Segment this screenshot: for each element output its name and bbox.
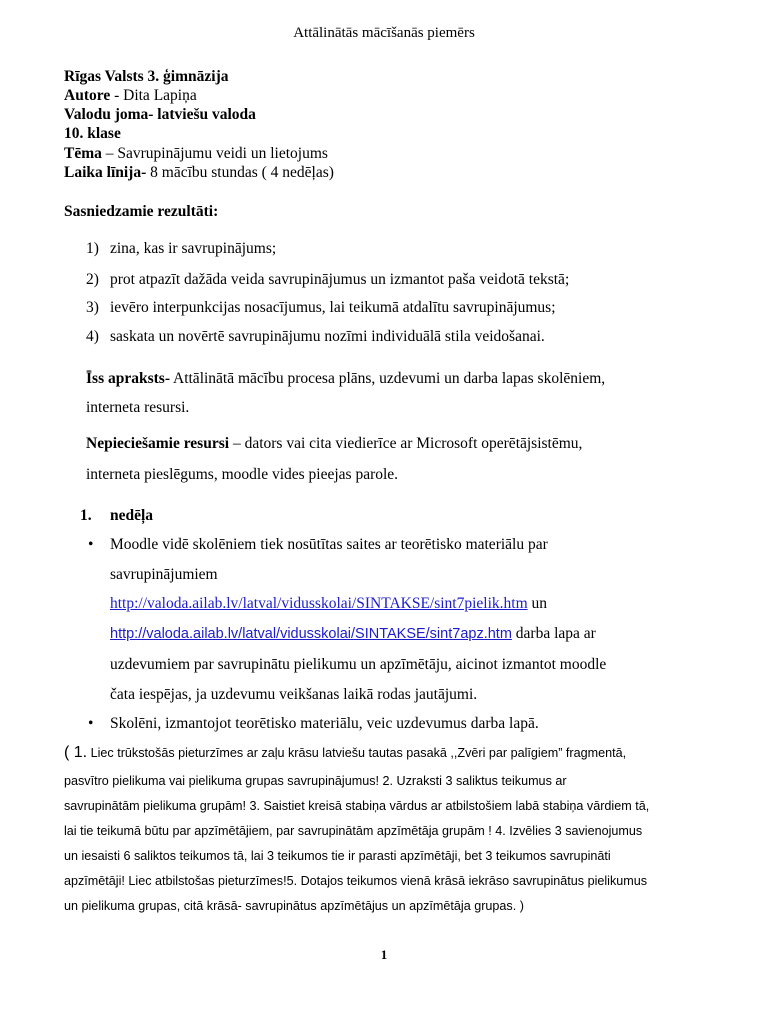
tasks-open: ( 1. bbox=[64, 744, 88, 761]
bullet1-line-6: čata iespējas, ja uzdevumu veikšanas laikā rodas jautājumi. bbox=[110, 686, 478, 703]
tasks-line-4: lai tie teikumā būtu par apzīmētājiem, par savrupinātām apzīmētāja grupām ! 4. Izvēlies 3 savienojumus bbox=[64, 824, 643, 838]
result-item: 1) zina, kas ir savrupinājums; bbox=[86, 240, 277, 257]
topic-line bbox=[64, 144, 328, 164]
timeline-line bbox=[64, 163, 334, 183]
grade: 10. klase bbox=[64, 125, 121, 142]
result-item: 3) ievēro interpunkcijas nosacījumus, lai teikumā atdalītu savrupinājumus; bbox=[86, 299, 556, 316]
bullet-icon: • bbox=[88, 715, 94, 732]
tasks-line-5: un iesaisti 6 saliktos teikumos tā, lai 3 teikumos tie ir parasti apzīmētāji, bet 3 teikumos savrupināti bbox=[64, 849, 611, 863]
theory-link-2[interactable]: http://valoda.ailab.lv/latval/vidusskolai/SINTAKSE/sint7apz.htm bbox=[110, 626, 512, 642]
result-item: 2) prot atpazīt dažāda veida savrupinājumus un izmantot paša veidotā tekstā; bbox=[86, 271, 570, 288]
bullet1-line-1: Moodle vidē skolēniem tiek nosūtītas saites ar teorētisko materiālu par bbox=[110, 536, 548, 553]
topic-label: Tēma bbox=[64, 145, 102, 162]
topic-value: – Savrupinājumu veidi un lietojums bbox=[101, 145, 328, 162]
results-heading: Sasniedzamie rezultāti: bbox=[64, 203, 219, 220]
subject-field: Valodu joma- latviešu valoda bbox=[64, 106, 256, 123]
timeline-label: Laika līnija- bbox=[64, 164, 147, 181]
tasks-line-3: savrupinātām pielikuma grupām! 3. Saistiet kreisā stabiņa vārdus ar atbilstošiem labā stabiņa vārdiem tā, bbox=[64, 799, 650, 813]
resources-label: Nepieciešamie resursi bbox=[86, 435, 230, 452]
author-line bbox=[64, 86, 197, 106]
summary-label: Īss apraksts- bbox=[86, 370, 170, 387]
week-heading: 1. nedēļa bbox=[80, 507, 154, 524]
tasks-line-7: un pielikuma grupas, citā krāsā- savrupinātus apzīmētājus un apzīmētāja grupas. ) bbox=[64, 899, 524, 913]
document-title: Attālinātās mācīšanās piemērs bbox=[293, 25, 475, 41]
summary-line-2: interneta resursi. bbox=[86, 399, 190, 416]
bullet2-text: Skolēni, izmantojot teorētisko materiālu, veic uzdevumus darba lapā. bbox=[110, 715, 539, 732]
resources-line-2: interneta pieslēgums, moodle vides pieejas parole. bbox=[86, 466, 399, 483]
summary-paragraph: Īss apraksts- Attālinātā mācību procesa plāns, uzdevumi un darba lapas skolēniem, bbox=[86, 370, 606, 387]
theory-link-1[interactable]: http://valoda.ailab.lv/latval/vidusskolai/SINTAKSE/sint7pielik.htm bbox=[110, 595, 528, 612]
bullet1-line-2: savrupinājumiem bbox=[110, 566, 218, 583]
bullet1-line-3: http://valoda.ailab.lv/latval/vidusskolai/SINTAKSE/sint7pielik.htm un bbox=[110, 595, 548, 612]
tasks-line-6: apzīmētāji! Liec atbilstošas pieturzīmes!5. Dotajos teikumos vienā krāsā iekrāso savrupinātus pielikumus bbox=[64, 874, 648, 888]
bullet1-line-4: http://valoda.ailab.lv/latval/vidusskolai/SINTAKSE/sint7apz.htm darba lapa ar bbox=[110, 625, 596, 642]
school-name: Rīgas Valsts 3. ģimnāzija bbox=[64, 68, 229, 85]
bullet-icon: • bbox=[88, 536, 94, 553]
result-item: 4) saskata un novērtē savrupinājumu nozīmi individuālā stila veidošanai. bbox=[86, 328, 545, 345]
bullet1-line-5: uzdevumiem par savrupinātu pielikumu un apzīmētāju, aicinot izmantot moodle bbox=[110, 656, 607, 673]
tasks-line-1: ( 1. Liec trūkstošās pieturzīmes ar zaļu krāsu latviešu tautas pasakā ,,Zvēri par palīgiem” fragmentā, bbox=[64, 744, 627, 761]
author-label: Autore bbox=[64, 87, 111, 104]
page-number: 1 bbox=[380, 947, 388, 962]
tasks-line-2: pasvītro pielikuma vai pielikuma grupas savrupinājumus! 2. Uzraksti 3 saliktus teikumus ar bbox=[64, 774, 567, 788]
timeline-value: 8 mācību stundas ( 4 nedēļas) bbox=[146, 164, 334, 181]
resources-paragraph: Nepieciešamie resursi – dators vai cita viedierīce ar Microsoft operētājsistēmu, bbox=[86, 435, 583, 452]
author-value: - Dita Lapiņa bbox=[110, 87, 197, 104]
